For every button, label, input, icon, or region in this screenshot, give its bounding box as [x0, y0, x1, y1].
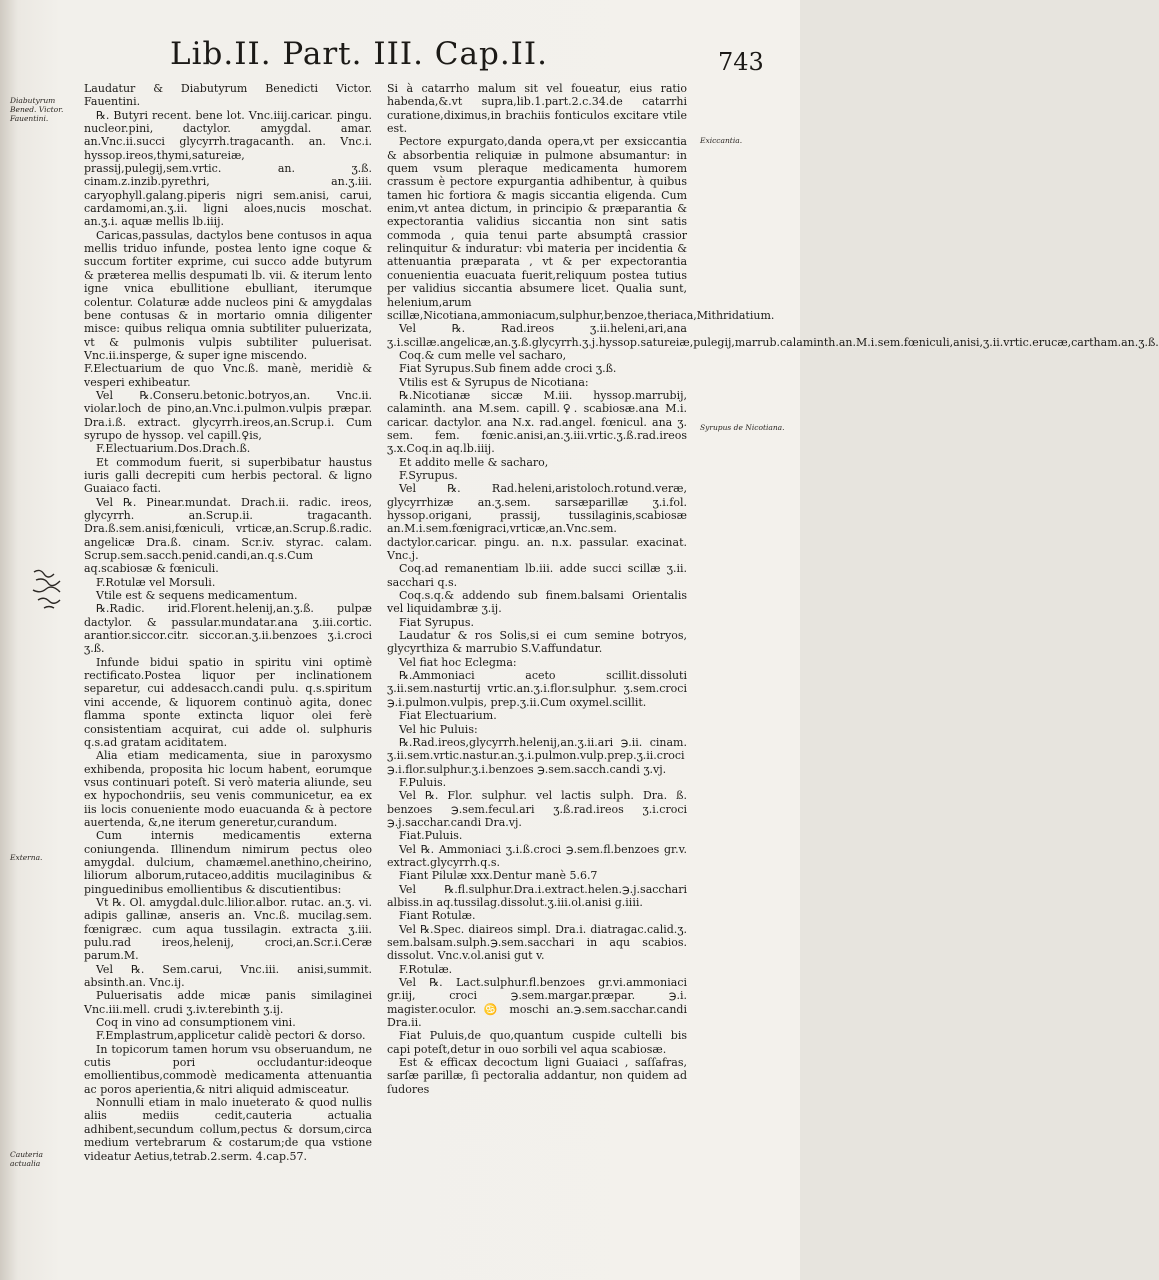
paragraph: Vtilis est & Syrupus de Nicotiana:	[399, 375, 589, 389]
paragraph: Fiat Syrupus.	[399, 615, 474, 629]
running-title: Lib.II. Part. III. Cap.II.	[170, 36, 549, 72]
paragraph: Coq.& cum melle vel sacharo,	[399, 348, 567, 362]
paragraph: Vel ℞. Lact.sulphur.fl.benzoes gr.vi.ammoniaci gr.iij, croci ℈.sem.margar.præpar. ℈.i. magister.oculor. ♋ moschi an.℈.sem.sacchar.candi Dra.ii.	[387, 976, 687, 1030]
paragraph: Coq.s.q.& addendo sub finem.balsami Orientalis vel liquidambræ ʒ.ij.	[387, 589, 687, 616]
paragraph: Coq in vino ad consumptionem vini.	[96, 1016, 296, 1030]
margin-note: Externa.	[10, 853, 43, 862]
paragraph: Infunde bidui spatio in spiritu vini optimè rectificato.Postea liquor per inclinationem separetur, cui addesacch.candi pulu. q.s.spiritum vini accende, & liquorem continuò agita, donec flamma sponte extincta liquor olei ferè consistentiam acquirat, cui adde ol. sulphuris q.s.ad gratam aciditatem.	[84, 655, 372, 749]
paragraph: Vel ℞. Ammoniaci ʒ.i.ß.croci ℈.sem.fl.benzoes gr.v. extract.glycyrrh.q.s.	[387, 842, 687, 869]
paragraph: Et addito melle & sacharo,	[399, 455, 549, 469]
paragraph: Et commodum fuerit, si superbibatur haustus iuris galli decrepiti cum herbis pectoral. & ligno Guaiaco facti.	[84, 455, 372, 496]
paragraph: In topicorum tamen horum vsu obseruandum, ne cutis pori occludantur:ideoque emollientibus,commodè medicamenta attenuantia ac poros aperientia,& nitri aliquid admisceatur.	[84, 1042, 372, 1096]
paragraph: Puluerisatis adde micæ panis similaginei Vnc.iii.mell. crudi ʒ.iv.terebinth ʒ.ij.	[84, 989, 372, 1016]
paragraph: F.Rotulæ vel Morsuli.	[96, 575, 216, 589]
paragraph: Vel ℞. Flor. sulphur. vel lactis sulph. Dra. ß. benzoes ℈.sem.fecul.ari ʒ.ß.rad.ireos ʒ.i.croci ℈.j.sacchar.candi Dra.vj.	[387, 789, 687, 829]
paragraph: Vel ℞. Pinear.mundat. Drach.ii. radic. ireos, glycyrrh. an.Scrup.ii. tragacanth. Dra.ß.sem.anisi,fœniculi, vrticæ,an.Scrup.ß.radic. angelicæ Dra.ß. cinam. Scr.iv. styrac. calam. Scrup.sem.sacch.penid.candi,an.q.s.Cum aq.scabiosæ & fœniculi.	[84, 495, 372, 576]
paragraph: F.Puluis.	[399, 775, 447, 789]
paragraph: ℞.Rad.ireos,glycyrrh.helenij,an.ʒ.ii.ari ℈.ii. cinam. ʒ.ii.sem.vrtic.nastur.an.ʒ.i.pulmon.vulp.prep.ʒ.ii.croci ℈.i.flor.sulphur.ʒ.i.benzoes ℈.sem.sacch.candi ʒ.vj.	[387, 735, 687, 776]
paragraph: F.Emplastrum,applicetur calidè pectori & dorso.	[96, 1029, 366, 1043]
paragraph: Si à catarrho malum sit vel foueatur, eius ratio habenda,&.vt supra,lib.1.part.2.c.34.de catarrhi curatione,diximus,in brachiis fonticulos excitare vtile est.	[387, 82, 687, 136]
margin-note: Exiccantia.	[700, 136, 743, 145]
paragraph: F.Syrupus.	[399, 468, 458, 482]
margin-note: Cauteria actualia	[10, 1150, 43, 1168]
paragraph: F.Rotulæ.	[399, 962, 453, 976]
paragraph: Nonnulli etiam in malo inueterato & quod nullis aliis mediis cedit,cauteria actualia adhibent,secundum collum,pectus & dorsum,circa medium vertebrarum & costarum;de qua vstione videatur Aetius,tetrab.2.serm. 4.cap.57.	[84, 1096, 372, 1163]
paragraph: Vel hic Puluis:	[399, 722, 478, 736]
paragraph: Vel ℞. Rad.ireos ʒ.ii.heleni,ari,ana ʒ.i.scillæ.angelicæ,an.ʒ.ß.glycyrrh.ʒ.j.hyssop.satureiæ,pulegij,marrub.calaminth.an.M.i.sem.fœniculi,anisi,ʒ.ii.vrtic.erucæ,cartham.an.ʒ.ß.	[387, 322, 1159, 349]
paragraph: Vel ℞. Rad.heleni,aristoloch.rotund.veræ, glycyrrhizæ an.ʒ.sem. sarsæparillæ ʒ.i.fol. hyssop.origani, prassij, tussilaginis,scabiosæ an.M.i.sem.fœnigraci,vrticæ,an.Vnc.sem. dactylor.caricar. pingu. an. n.x. passular. exacinat. Vnc.j.	[387, 482, 687, 563]
paragraph: Pectore expurgato,danda opera,vt per exsiccantia & absorbentia reliquiæ in pulmone absumantur: in quem vsum pleraque medicamenta humorem crassum è pectore expurgantia adhibentur, à quibus tamen hic fortiora & magis siccantia eligenda. Cum enim,vt antea dictum, in principio & præparantia & expectorantia validius siccantia non sint satis commoda , quia tenui parte absumptâ crassior relinquitur & induratur: vbi materia per incidentia & attenuantia præparata , vt & per expectorantia conuenientia euacuata fuerit,reliquum postea tutius per validius siccantia absumere licet. Qualia sunt, helenium,arum scillæ,Nicotiana,ammoniacum,sulphur,benzoe,theriaca,Mithridatium.	[387, 135, 775, 322]
paragraph: Vel ℞. Sem.carui, Vnc.iii. anisi,summit. absinth.an. Vnc.ij.	[84, 962, 372, 990]
paragraph: ℞.Radic. irid.Florent.helenij,an.ʒ.ß. pulpæ dactylor. & passular.mundatar.ana ʒ.iii.cortic. arantior.siccor.citr. siccor.an.ʒ.ii.benzoes ʒ.i.croci ʒ.ß.	[84, 602, 372, 656]
paragraph: Vtile est & sequens medicamentum.	[96, 589, 298, 603]
paragraph: F.Electuarium de quo Vnc.ß. manè, meridiè & vesperi exhibeatur.	[84, 362, 372, 389]
paragraph: Coq.ad remanentiam lb.iii. adde succi scillæ ʒ.ii. sacchari q.s.	[387, 562, 687, 589]
handwritten-scribble-icon	[30, 566, 74, 612]
paragraph: Caricas,passulas, dactylos bene contusos in aqua mellis triduo infunde, postea lento igne coque & succum fortiter exprime, cui succo adde butyrum & præterea mellis despumati lb. vii. & iterum lento igne vnica ebullitione ebulliant, iterumque colentur. Colaturæ adde nucleos pini & amygdalas bene contusas & in mortario omnia diligenter misce: quibus reliqua omnia subtiliter puluerizata, vt & pulmonis vulpis subtiliter puluerisat. Vnc.ii.insperge, & super igne miscendo.	[84, 228, 372, 362]
paragraph: Alia etiam medicamenta, siue in paroxysmo exhibenda, proposita hic locum habent, eorumque vsus continuari poteſt. Si verò materia aliunde, seu ex hypochondriis, seu venis communicetur, ea ex iis locis conueniente modo euacuanda & à pectore auertenda, &,ne iterum generetur,curandum.	[84, 749, 372, 829]
margin-note: Syrupus de Nicotiana.	[700, 423, 785, 432]
paragraph: Fiat Electuarium.	[399, 709, 497, 723]
paragraph: Vel ℞.Conseru.betonic.botryos,an. Vnc.ii. violar.loch de pino,an.Vnc.i.pulmon.vulpis præpar. Dra.i.ß. extract. glycyrrh.ireos,an.Scrup.i. Cum syrupo de hyssop. vel capill.♀is,	[84, 388, 372, 442]
paragraph: ℞.Ammoniaci aceto scillit.dissoluti ʒ.ii.sem.nasturtij vrtic.an.ʒ.i.flor.sulphur. ʒ.sem.croci ℈.i.pulmon.vulpis, prep.ʒ.ii.Cum oxymel.scillit.	[387, 669, 687, 709]
paragraph: Vt ℞. Ol. amygdal.dulc.lilior.albor. rutac. an.ʒ. vi. adipis gallinæ, anseris an. Vnc.ß. mucilag.sem. fœnigræc. cum aqua tussilagin. extracta ʒ.iii. pulu.rad ireos,helenij, croci,an.Scr.i.Ceræ parum.M.	[84, 895, 372, 963]
paragraph: Vel fiat hoc Eclegma:	[399, 655, 517, 669]
paragraph: Fiat Puluis,de quo,quantum cuspide cultelli bis capi poteſt,detur in ouo sorbili vel aqua scabiosæ.	[387, 1029, 687, 1056]
paragraph: Vel ℞.Spec. diaireos simpl. Dra.i. diatragac.calid.ʒ. sem.balsam.sulph.℈.sem.sacchari in aqu scabios. dissolut. Vnc.v.ol.anisi gut v.	[387, 922, 687, 963]
paragraph: ℞. Butyri recent. bene lot. Vnc.iiij.caricar. pingu. nucleor.pini, dactylor. amygdal. amar. an.Vnc.ii.succi glycyrrh.tragacanth. an. Vnc.i. hyssop.ireos,thymi,satureiæ, prassij,pulegij,sem.vrtic. an. ʒ.ß. cinam.z.inzib.pyrethri, an.ʒ.iii. caryophyll.galang.piperis nigri sem.anisi, carui, cardamomi,an.ʒ.ii. ligni aloes,nucis moschat. an.ʒ.i. aquæ mellis lb.iiij.	[84, 108, 372, 229]
paragraph: Fiat Syrupus.Sub finem adde croci ʒ.ß.	[399, 362, 617, 376]
paragraph: Cum internis medicamentis externa coniungenda. Illinendum nimirum pectus oleo amygdal. dulcium, chamæmel.anethino,cheirino, liliorum alborum,rutaceo,additis mucilaginibus & pinguedinibus emollientibus & discutientibus:	[84, 829, 372, 896]
paragraph: Laudatur & Diabutyrum Benedicti Victor. Fauentini.	[84, 82, 372, 109]
paragraph: Vel ℞.fl.sulphur.Dra.i.extract.helen.℈.j.sacchari albiss.in aq.tussilag.dissolut.ʒ.iii.ol.anisi g.iiii.	[387, 882, 687, 909]
left-column	[84, 82, 372, 1252]
paragraph: Fiant Pilulæ xxx.Dentur manè 5.6.7	[399, 869, 598, 883]
paragraph: Laudatur & ros Solis,si ei cum semine botryos, glycyrthiza & marrubio S.V.affundatur.	[387, 629, 687, 656]
paragraph: F.Electuarium.Dos.Drach.ß.	[96, 442, 251, 456]
paragraph: Fiat.Puluis.	[399, 829, 463, 843]
margin-note: Diabutyrum Bened. Victor. Fauentini.	[10, 96, 64, 123]
paragraph: Fiant Rotulæ.	[399, 909, 476, 923]
page-header	[0, 36, 800, 80]
paragraph: ℞.Nicotianæ siccæ M.iii. hyssop.marrubij, calaminth. ana M.sem. capill.♀. scabiosæ.ana M.i. caricar. dactylor. ana N.x. rad.angel. fœnicul. ana ʒ. sem. fem. fœnic.anisi,an.ʒ.iii.vrtic.ʒ.ß.rad.ireos ʒ.x.Coq.in aq.lb.iiij.	[387, 388, 687, 456]
paragraph: Est & efficax decoctum ligni Guaiaci , saſſafras, sarſæ parillæ, ſi pectoralia addantur, non quidem ad ſudores	[387, 1056, 687, 1096]
page-number: 743	[718, 48, 764, 76]
